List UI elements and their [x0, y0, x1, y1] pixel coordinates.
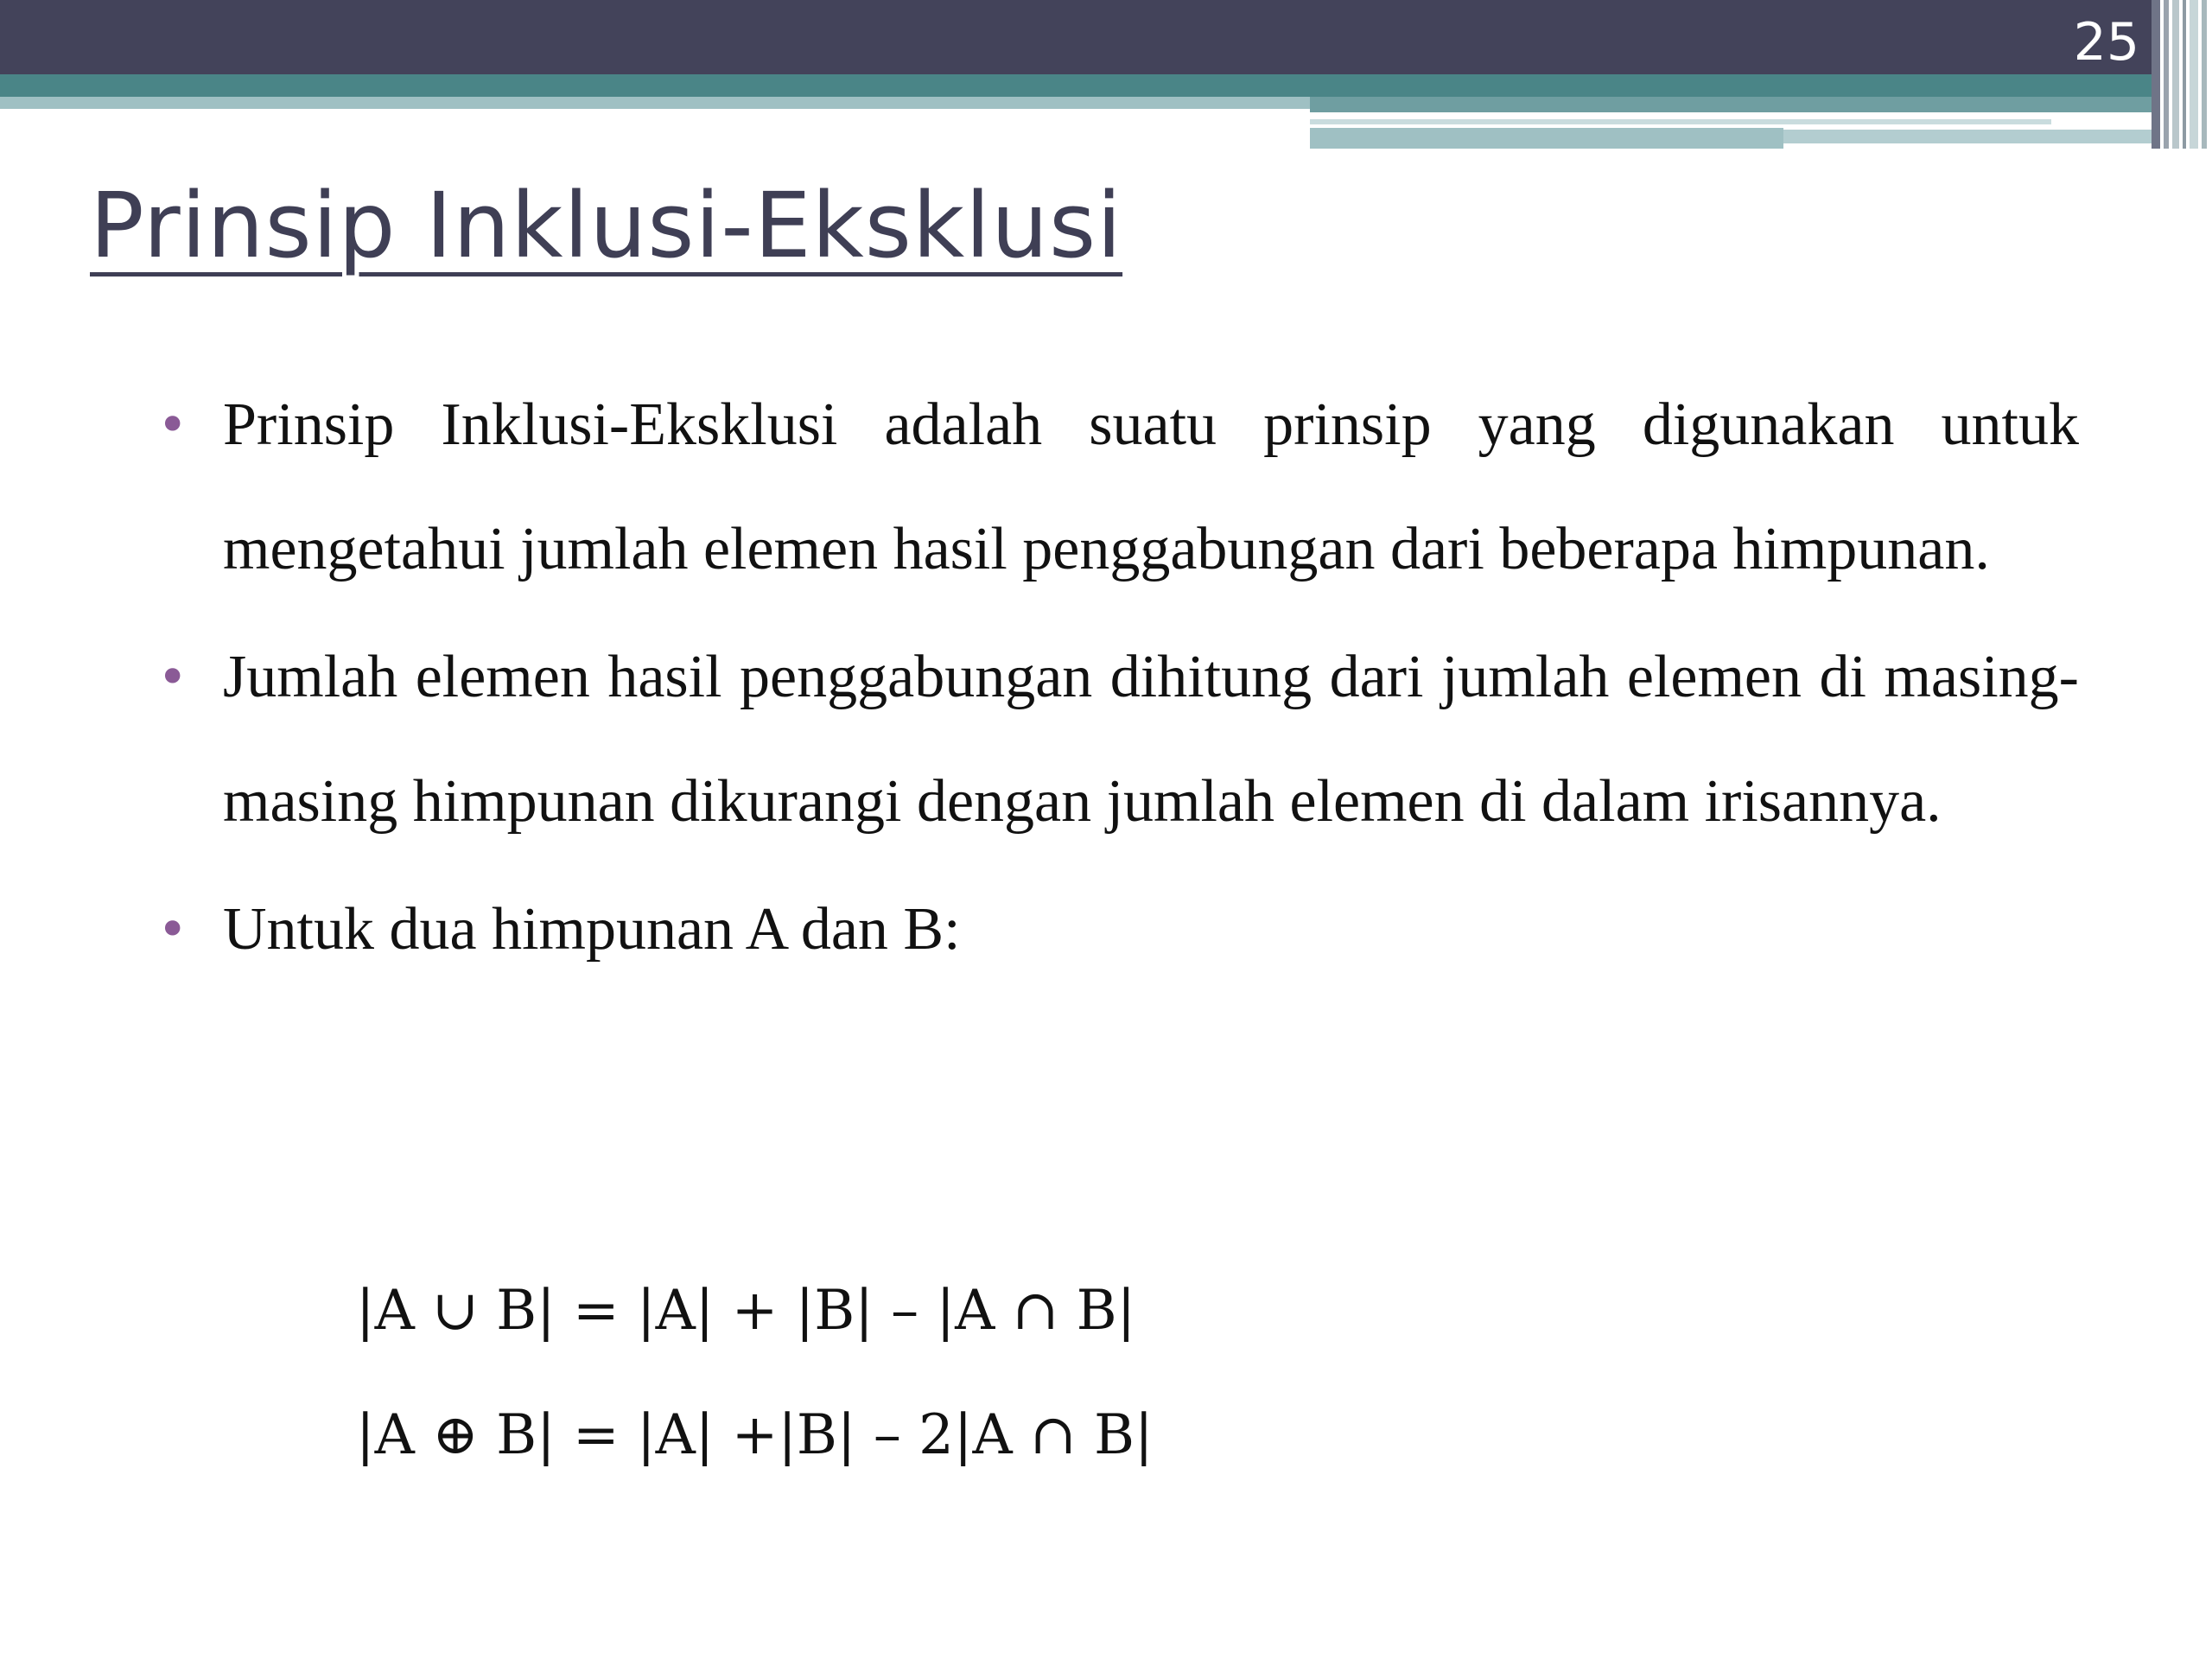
header-bar-teal [0, 74, 2160, 97]
bullet-dot-icon: • [157, 395, 188, 455]
header-vertical-bars [2152, 0, 2212, 149]
union-formula: |A ∪ B| = |A| + |B| – |A ∩ B| [356, 1279, 1136, 1343]
symmetric-difference-formula: |A ⊕ B| = |A| +|B| – 2|A ∩ B| [356, 1403, 1154, 1467]
slide-number: 25 [2073, 12, 2139, 73]
bullet-dot-icon: • [157, 899, 188, 960]
header-bar-light [0, 97, 1310, 109]
bullet-item [156, 868, 2079, 992]
header-accent-line [1310, 119, 2051, 124]
bullet-dot-icon: • [157, 647, 188, 708]
bullet-text: Prinsip Inklusi-Eksklusi adalah suatu prinsip yang digunakan untuk mengetahui jumlah elemen hasil penggabungan dari beberapa himpunan. [223, 391, 2079, 582]
bullet-text: Untuk dua himpunan A dan B: [223, 896, 961, 963]
header-bar-dark [0, 0, 2160, 74]
bullet-item [156, 615, 2079, 864]
bullet-text: Jumlah elemen hasil penggabungan dihitung dari jumlah elemen di masing-masing himpunan dikurangi dengan jumlah elemen di dalam irisannya. [223, 644, 2079, 835]
header-accent-stripe [1783, 130, 2160, 143]
header-accent-stripe [1310, 97, 2160, 112]
bullet-item [156, 363, 2079, 612]
bullet-list [156, 363, 2079, 995]
slide-title: Prinsip Inklusi-Eksklusi [90, 173, 1123, 278]
header-accent-stripe [1310, 128, 1783, 149]
